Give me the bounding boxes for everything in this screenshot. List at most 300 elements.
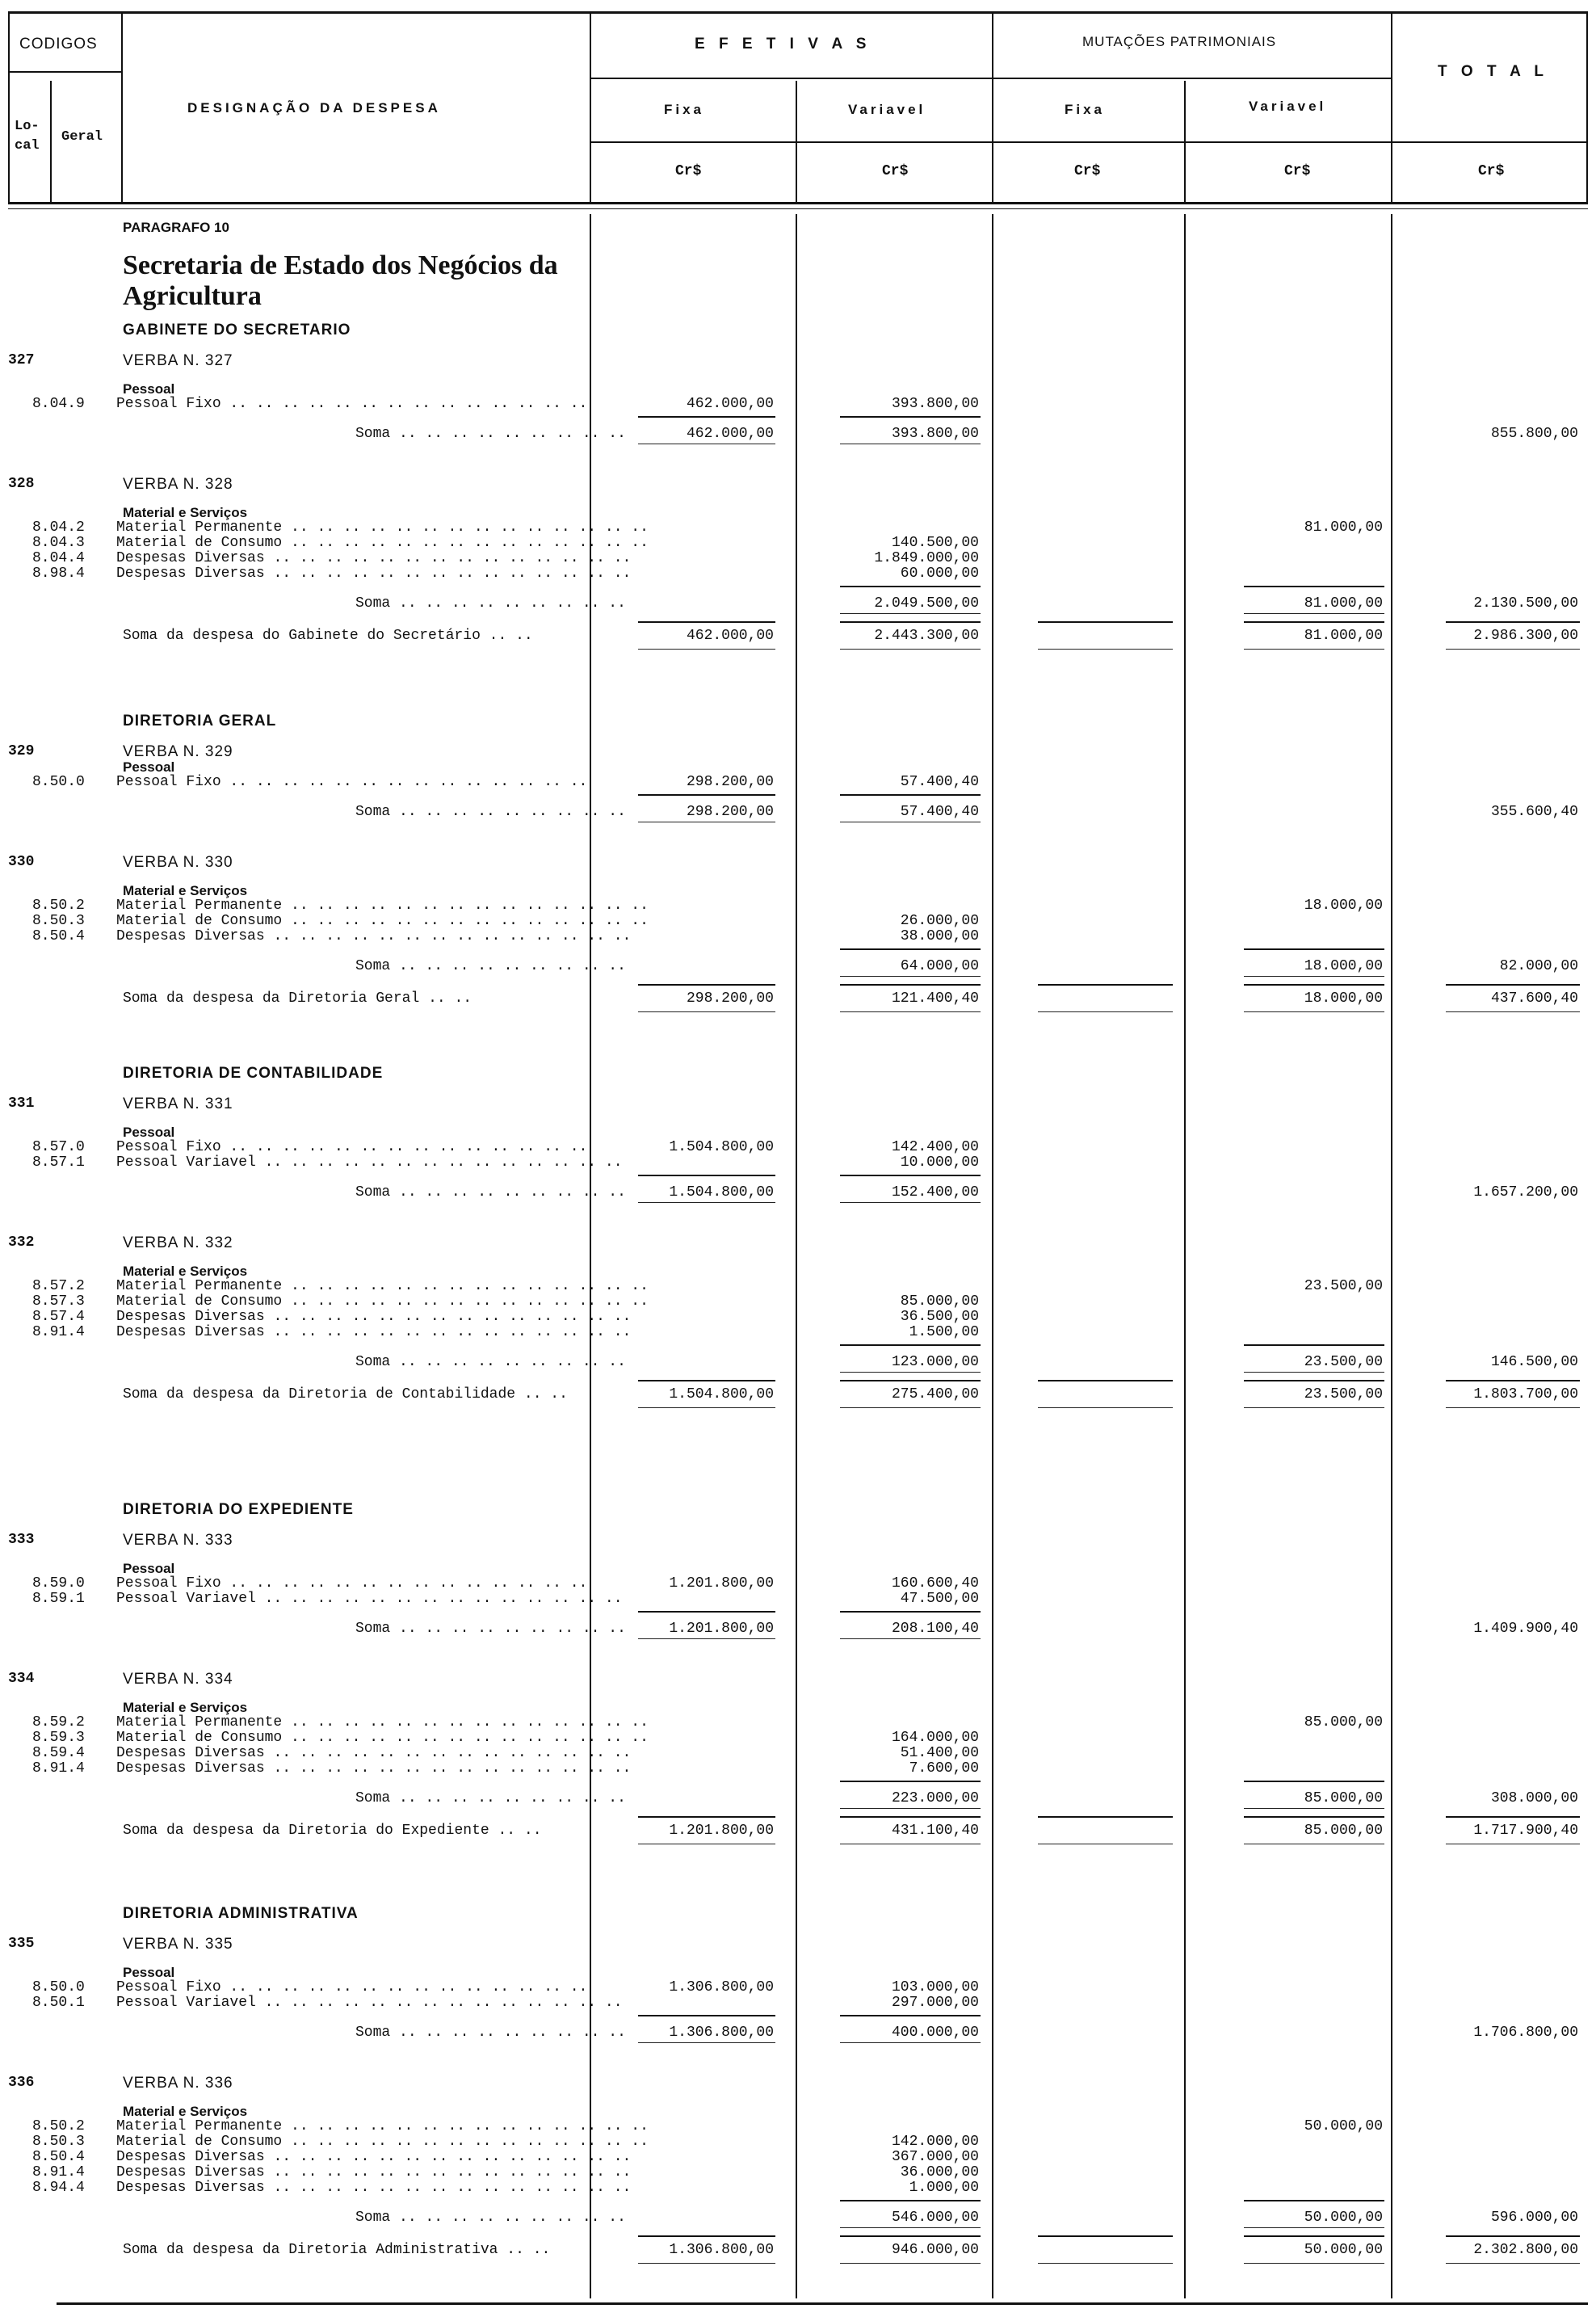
leader-dots: .. .. .. .. .. .. .. .. .. (390, 958, 626, 974)
soma-label (355, 1790, 626, 1806)
mutacoes-variavel-header: Variavel (1249, 99, 1327, 114)
item-value-ef-fixa: 1.201.800,00 (669, 1575, 774, 1592)
section-total-label-text: Soma da despesa da Diretoria de Contabilidade (123, 1386, 516, 1402)
total-header: T O T A L (1438, 63, 1549, 80)
sum-rule (840, 1781, 981, 1782)
section-total-label (123, 2242, 585, 2258)
item-label (116, 1575, 588, 1592)
header-bottom-border (8, 202, 1588, 204)
section-total-mp-var: 50.000,00 (1304, 2242, 1383, 2258)
verba-group: Material e Serviços (123, 1700, 248, 1715)
sum-rule (1446, 1380, 1580, 1381)
item-code: 8.04.2 (32, 519, 85, 536)
local-header: Lo- cal (15, 119, 40, 153)
header-right-border (1586, 11, 1588, 204)
item-label (116, 1979, 588, 1995)
currency-col-2: Cr$ (882, 163, 909, 179)
leader-dots: .. .. .. .. .. .. .. .. .. (390, 1354, 626, 1370)
item-label (116, 396, 588, 412)
item-label-text: Material de Consumo (116, 1730, 283, 1746)
sum-rule (638, 1816, 775, 1818)
item-label-text: Material de Consumo (116, 2134, 283, 2150)
verba-local-code: 330 (8, 854, 35, 870)
sum-rule (840, 1011, 981, 1012)
sum-rule (638, 2015, 775, 2016)
item-value-ef-var: 1.500,00 (909, 1324, 979, 1340)
item-label-text: Material Permanente (116, 898, 283, 914)
leader-dots: .. .. .. .. .. .. .. .. .. .. .. .. .. .. (264, 1760, 632, 1777)
codigos-divider (50, 81, 52, 204)
section-total-label-text: Soma da despesa do Gabinete do Secretário (123, 628, 481, 644)
item-label (116, 2149, 632, 2165)
soma-total-value: 1.409.900,40 (1473, 1621, 1578, 1637)
item-value-ef-var: 38.000,00 (900, 928, 979, 944)
leader-dots: .. .. (419, 990, 472, 1007)
header-left-border (8, 11, 10, 204)
item-label (116, 519, 649, 536)
item-value-ef-var: 26.000,00 (900, 913, 979, 929)
item-code: 8.50.3 (32, 2134, 85, 2150)
item-value-ef-var: 140.500,00 (891, 535, 979, 551)
item-code: 8.50.2 (32, 2118, 85, 2134)
verba-local-code: 336 (8, 2075, 35, 2091)
soma-total-value: 82.000,00 (1499, 958, 1578, 974)
verba-local-code: 327 (8, 352, 35, 368)
item-code: 8.57.4 (32, 1309, 85, 1325)
soma-value-ef-fixa: 1.306.800,00 (669, 2025, 774, 2041)
item-value-ef-var: 57.400,40 (900, 774, 979, 790)
leader-dots: .. .. .. .. .. .. .. .. .. .. .. .. .. .. (282, 1293, 649, 1310)
item-label-text: Pessoal Fixo (116, 1139, 221, 1155)
sum-rule (840, 1380, 981, 1381)
sum-rule (1038, 1011, 1173, 1012)
leader-dots: .. .. .. .. .. .. .. .. .. (390, 426, 626, 442)
item-label-text: Material de Consumo (116, 913, 283, 929)
section-title: DIRETORIA DE CONTABILIDADE (123, 1065, 384, 1082)
sum-rule (1244, 649, 1384, 650)
section-total-ef-var: 121.400,40 (891, 990, 979, 1007)
mutacoes-header: MUTAÇÕES PATRIMONIAIS (1082, 34, 1277, 49)
section-total-total: 1.803.700,00 (1473, 1386, 1578, 1402)
body-col-line-4 (1184, 214, 1186, 2298)
verba-local-code: 331 (8, 1095, 35, 1112)
sum-rule (1446, 2235, 1580, 2237)
sum-rule (1244, 1407, 1384, 1408)
soma-total-value: 308.000,00 (1490, 1790, 1578, 1806)
leader-dots: .. .. .. .. .. .. .. .. .. .. .. .. .. .. (282, 535, 649, 551)
soma-total-value: 596.000,00 (1490, 2210, 1578, 2226)
body-col-line-3 (992, 214, 993, 2298)
sum-rule (1244, 2235, 1384, 2237)
currency-row-top (590, 141, 1588, 143)
section-total-ef-var: 431.100,40 (891, 1823, 979, 1839)
sum-rule (840, 976, 981, 977)
section-total-label (123, 628, 585, 644)
sum-rule (840, 1808, 981, 1809)
leader-dots: .. .. .. .. .. .. .. .. .. (390, 1790, 626, 1806)
leader-dots: .. .. .. .. .. .. .. .. .. .. .. .. .. .. (220, 1575, 588, 1592)
sum-rule (1244, 1011, 1384, 1012)
item-label-text: Despesas Diversas (116, 1745, 265, 1761)
soma-label-text: Soma (355, 1184, 391, 1201)
soma-value-ef-var: 208.100,40 (891, 1621, 979, 1637)
soma-value-mp-var: 18.000,00 (1304, 958, 1383, 974)
item-label-text: Pessoal Variavel (116, 1995, 256, 2011)
item-value-ef-var: 60.000,00 (900, 566, 979, 582)
header-bottom-border-thin (8, 208, 1588, 209)
verba-group: Pessoal (123, 1561, 175, 1576)
verba-group: Material e Serviços (123, 2104, 248, 2119)
item-label-text: Despesas Diversas (116, 1309, 265, 1325)
sum-rule (1244, 984, 1384, 986)
soma-total-value: 355.600,40 (1490, 804, 1578, 820)
efetivas-left-border (590, 11, 591, 204)
sum-rule (638, 2263, 775, 2264)
leader-dots: .. .. .. .. .. .. .. .. .. .. .. .. .. .. (264, 566, 632, 582)
item-value-ef-var: 142.000,00 (891, 2134, 979, 2150)
sum-rule (1038, 2263, 1173, 2264)
verba-title: VERBA N. 335 (123, 1936, 233, 1953)
sum-rule (840, 984, 981, 986)
sum-rule (1244, 1380, 1384, 1381)
leader-dots: .. .. .. .. .. .. .. .. .. .. .. .. .. .. (220, 1139, 588, 1155)
sum-rule (840, 1638, 981, 1639)
section-total-label-text: Soma da despesa da Diretoria Geral (123, 990, 420, 1007)
soma-value-ef-var: 123.000,00 (891, 1354, 979, 1370)
verba-title: VERBA N. 327 (123, 352, 233, 369)
soma-label-text: Soma (355, 958, 391, 974)
sum-rule (1244, 621, 1384, 623)
soma-value-mp-var: 85.000,00 (1304, 1790, 1383, 1806)
sum-rule (840, 2235, 981, 2237)
verba-group: Material e Serviços (123, 1264, 248, 1279)
section-total-label (123, 990, 585, 1007)
soma-label-text: Soma (355, 1790, 391, 1806)
sum-rule (840, 621, 981, 623)
currency-col-1: Cr$ (675, 163, 702, 179)
soma-value-ef-fixa: 1.504.800,00 (669, 1184, 774, 1201)
sum-rule (638, 2235, 775, 2237)
soma-value-ef-fixa: 1.201.800,00 (669, 1621, 774, 1637)
verba-group: Pessoal (123, 759, 175, 775)
item-label (116, 2118, 649, 2134)
section-total-ef-fixa: 298.200,00 (686, 990, 774, 1007)
body-col-line-2 (796, 214, 797, 2298)
soma-total-value: 1.706.800,00 (1473, 2025, 1578, 2041)
verba-title: VERBA N. 332 (123, 1234, 233, 1251)
item-code: 8.04.3 (32, 535, 85, 551)
item-value-ef-var: 36.500,00 (900, 1309, 979, 1325)
designacao-header: DESIGNAÇÃO DA DESPESA (187, 100, 441, 116)
soma-label (355, 426, 626, 442)
verba-title: VERBA N. 328 (123, 476, 233, 493)
sum-rule (1038, 621, 1173, 623)
item-label (116, 928, 632, 944)
sum-rule (840, 1407, 981, 1408)
verba-group: Material e Serviços (123, 505, 248, 520)
verba-title: VERBA N. 330 (123, 854, 233, 871)
item-label (116, 1714, 649, 1730)
soma-value-ef-var: 223.000,00 (891, 1790, 979, 1806)
soma-value-ef-var: 152.400,00 (891, 1184, 979, 1201)
item-code: 8.57.1 (32, 1154, 85, 1171)
leader-dots: .. .. .. .. .. .. .. .. .. .. .. .. .. .. (220, 774, 588, 790)
item-code: 8.50.1 (32, 1995, 85, 2011)
sum-rule (638, 1011, 775, 1012)
verba-group: Pessoal (123, 1965, 175, 1980)
sum-rule (840, 1816, 981, 1818)
item-value-ef-var: 103.000,00 (891, 1979, 979, 1995)
item-value-mp-var: 85.000,00 (1304, 1714, 1383, 1730)
leader-dots: .. .. .. .. .. .. .. .. .. (390, 595, 626, 612)
leader-dots: .. .. .. .. .. .. .. .. .. .. .. .. .. .. (282, 2134, 649, 2150)
item-value-ef-var: 1.849.000,00 (874, 550, 979, 566)
leader-dots: .. .. (480, 628, 533, 644)
sum-rule (1446, 621, 1580, 623)
leader-dots: .. .. (498, 2242, 551, 2258)
sum-rule (638, 1611, 775, 1613)
section-title: DIRETORIA GERAL (123, 713, 277, 730)
subheader-top (590, 78, 1392, 79)
verba-title: VERBA N. 329 (123, 743, 233, 760)
sum-rule (840, 1175, 981, 1176)
section-total-total: 437.600,40 (1490, 990, 1578, 1007)
verba-title: VERBA N. 334 (123, 1671, 233, 1688)
item-value-ef-var: 164.000,00 (891, 1730, 979, 1746)
item-value-ef-fixa: 1.306.800,00 (669, 1979, 774, 1995)
item-label (116, 535, 649, 551)
soma-total-value: 855.800,00 (1490, 426, 1578, 442)
section-total-mp-var: 23.500,00 (1304, 1386, 1383, 1402)
leader-dots: .. .. .. .. .. .. .. .. .. .. .. .. .. .. (264, 2164, 632, 2180)
item-value-ef-var: 160.600,40 (891, 1575, 979, 1592)
leader-dots: .. .. .. .. .. .. .. .. .. .. .. .. .. .. (255, 1591, 623, 1607)
item-label-text: Material Permanente (116, 1714, 283, 1730)
item-value-ef-fixa: 462.000,00 (686, 396, 774, 412)
soma-value-mp-var: 23.500,00 (1304, 1354, 1383, 1370)
item-code: 8.50.4 (32, 2149, 85, 2165)
verba-group: Pessoal (123, 381, 175, 397)
leader-dots: .. .. .. .. .. .. .. .. .. .. .. .. .. .. (282, 1278, 649, 1294)
total-left-border (1391, 11, 1392, 204)
item-value-ef-var: 367.000,00 (891, 2149, 979, 2165)
leader-dots: .. .. .. .. .. .. .. .. .. .. .. .. .. .. (264, 1324, 632, 1340)
verba-group: Pessoal (123, 1125, 175, 1140)
sum-rule (1038, 1380, 1173, 1381)
item-value-ef-var: 297.000,00 (891, 1995, 979, 2011)
section-title: GABINETE DO SECRETARIO (123, 322, 351, 339)
currency-col-4: Cr$ (1284, 163, 1311, 179)
soma-value-mp-var: 81.000,00 (1304, 595, 1383, 612)
leader-dots: .. .. .. .. .. .. .. .. .. (390, 1184, 626, 1201)
soma-label (355, 804, 626, 820)
soma-label (355, 1621, 626, 1637)
leader-dots: .. .. .. .. .. .. .. .. .. .. .. .. .. .. (264, 928, 632, 944)
sum-rule (638, 1175, 775, 1176)
section-total-label (123, 1823, 585, 1839)
soma-total-value: 2.130.500,00 (1473, 595, 1578, 612)
sum-rule (1446, 1816, 1580, 1818)
sum-rule (638, 416, 775, 418)
item-label-text: Pessoal Fixo (116, 774, 221, 790)
item-label (116, 2164, 632, 2180)
leader-dots: .. .. .. .. .. .. .. .. .. (390, 2025, 626, 2041)
sum-rule (638, 1638, 775, 1639)
soma-label-text: Soma (355, 1354, 391, 1370)
sum-rule (840, 2015, 981, 2016)
item-label-text: Despesas Diversas (116, 1324, 265, 1340)
leader-dots: .. .. .. .. .. .. .. .. .. .. .. .. .. .. (282, 913, 649, 929)
item-value-ef-var: 51.400,00 (900, 1745, 979, 1761)
item-code: 8.98.4 (32, 566, 85, 582)
sum-rule (638, 649, 775, 650)
item-code: 8.91.4 (32, 2164, 85, 2180)
item-label (116, 2180, 632, 2196)
soma-value-ef-fixa: 462.000,00 (686, 426, 774, 442)
sum-rule (1446, 649, 1580, 650)
leader-dots: .. .. .. .. .. .. .. .. .. .. .. .. .. .. (264, 2149, 632, 2165)
sum-rule (638, 2042, 775, 2043)
item-code: 8.50.4 (32, 928, 85, 944)
item-code: 8.57.0 (32, 1139, 85, 1155)
sum-rule (1244, 948, 1384, 950)
item-label-text: Despesas Diversas (116, 2149, 265, 2165)
efetivas-variavel-header: Variavel (848, 102, 926, 117)
sum-rule (1038, 1816, 1173, 1818)
leader-dots: .. .. .. .. .. .. .. .. .. .. .. .. .. .. (282, 898, 649, 914)
mutacoes-fixa-header: Fixa (1065, 102, 1106, 117)
item-value-ef-var: 85.000,00 (900, 1293, 979, 1310)
item-label (116, 1309, 632, 1325)
item-label (116, 1139, 588, 1155)
efetivas-header: E F E T I V A S (695, 36, 872, 53)
soma-value-ef-var: 546.000,00 (891, 2210, 979, 2226)
sum-rule (638, 794, 775, 796)
designacao-left-border (121, 11, 123, 204)
item-value-mp-var: 81.000,00 (1304, 519, 1383, 536)
soma-value-ef-var: 64.000,00 (900, 958, 979, 974)
secretaria-title: Secretaria de Estado dos Negócios da Agricultura (123, 250, 558, 311)
mutacoes-left-border (992, 11, 993, 204)
item-label (116, 1293, 649, 1310)
item-label (116, 1154, 623, 1171)
item-label-text: Pessoal Fixo (116, 1575, 221, 1592)
soma-label (355, 2210, 626, 2226)
sum-rule (1244, 586, 1384, 587)
leader-dots: .. .. .. .. .. .. .. .. .. .. .. .. .. .. (264, 2180, 632, 2196)
item-value-mp-var: 23.500,00 (1304, 1278, 1383, 1294)
item-label-text: Pessoal Fixo (116, 1979, 221, 1995)
item-label-text: Pessoal Fixo (116, 396, 221, 412)
sum-rule (840, 649, 981, 650)
verba-title: VERBA N. 336 (123, 2075, 233, 2092)
item-code: 8.57.3 (32, 1293, 85, 1310)
sum-rule (638, 1202, 775, 1203)
item-label (116, 550, 632, 566)
body-col-line-5 (1391, 214, 1392, 2298)
item-label (116, 898, 649, 914)
sum-rule (1244, 1816, 1384, 1818)
section-total-ef-var: 275.400,00 (891, 1386, 979, 1402)
item-code: 8.59.4 (32, 1745, 85, 1761)
soma-value-mp-var: 50.000,00 (1304, 2210, 1383, 2226)
sum-rule (638, 621, 775, 623)
leader-dots: .. .. .. .. .. .. .. .. .. .. .. .. .. .. (264, 1745, 632, 1761)
item-code: 8.50.0 (32, 774, 85, 790)
item-value-mp-var: 18.000,00 (1304, 898, 1383, 914)
soma-label-text: Soma (355, 426, 391, 442)
sum-rule (1038, 984, 1173, 986)
item-value-ef-var: 142.400,00 (891, 1139, 979, 1155)
item-label-text: Material de Consumo (116, 1293, 283, 1310)
codigos-header: CODIGOS (19, 36, 98, 53)
item-value-ef-fixa: 298.200,00 (686, 774, 774, 790)
section-title: DIRETORIA DO EXPEDIENTE (123, 1501, 354, 1518)
leader-dots: .. .. .. .. .. .. .. .. .. .. .. .. .. .. (282, 1730, 649, 1746)
leader-dots: .. .. .. .. .. .. .. .. .. (390, 2210, 626, 2226)
verba-local-code: 335 (8, 1936, 35, 1952)
section-total-label-text: Soma da despesa da Diretoria do Expediente (123, 1823, 489, 1839)
soma-value-ef-var: 57.400,40 (900, 804, 979, 820)
soma-label-text: Soma (355, 595, 391, 612)
top-border (8, 11, 1588, 14)
section-total-label-text: Soma da despesa da Diretoria Administrativa (123, 2242, 498, 2258)
sum-rule (638, 984, 775, 986)
section-total-mp-var: 85.000,00 (1304, 1823, 1383, 1839)
item-value-ef-var: 7.600,00 (909, 1760, 979, 1777)
leader-dots: .. .. .. .. .. .. .. .. .. .. .. .. .. .. (282, 1714, 649, 1730)
leader-dots: .. .. .. .. .. .. .. .. .. .. .. .. .. .. (255, 1995, 623, 2011)
paragrafo-label: PARAGRAFO 10 (123, 220, 229, 235)
item-label-text: Despesas Diversas (116, 566, 265, 582)
sum-rule (840, 948, 981, 950)
section-total-total: 2.302.800,00 (1473, 2242, 1578, 2258)
soma-value-ef-var: 2.049.500,00 (874, 595, 979, 612)
item-label-text: Pessoal Variavel (116, 1154, 256, 1171)
section-total-ef-fixa: 1.201.800,00 (669, 1823, 774, 1839)
item-value-ef-var: 1.000,00 (909, 2180, 979, 2196)
item-label-text: Material Permanente (116, 519, 283, 536)
item-code: 8.04.9 (32, 396, 85, 412)
item-code: 8.50.3 (32, 913, 85, 929)
verba-title: VERBA N. 331 (123, 1095, 233, 1112)
soma-label (355, 1354, 626, 1370)
verba-local-code: 334 (8, 1671, 35, 1687)
item-label (116, 1324, 632, 1340)
item-value-mp-var: 50.000,00 (1304, 2118, 1383, 2134)
item-label-text: Material Permanente (116, 1278, 283, 1294)
sum-rule (1244, 2263, 1384, 2264)
item-label (116, 1591, 623, 1607)
item-value-ef-var: 10.000,00 (900, 1154, 979, 1171)
soma-total-value: 146.500,00 (1490, 1354, 1578, 1370)
sum-rule (840, 613, 981, 614)
leader-dots: .. .. .. .. .. .. .. .. .. (390, 804, 626, 820)
item-code: 8.59.2 (32, 1714, 85, 1730)
leader-dots: .. .. .. .. .. .. .. .. .. .. .. .. .. .. (264, 1309, 632, 1325)
item-code: 8.59.1 (32, 1591, 85, 1607)
item-label-text: Material Permanente (116, 2118, 283, 2134)
item-code: 8.50.2 (32, 898, 85, 914)
verba-local-code: 328 (8, 476, 35, 492)
soma-value-ef-fixa: 298.200,00 (686, 804, 774, 820)
leader-dots: .. .. .. .. .. .. .. .. .. .. .. .. .. .. (264, 550, 632, 566)
item-code: 8.50.0 (32, 1979, 85, 1995)
item-value-ef-var: 47.500,00 (900, 1591, 979, 1607)
leader-dots: .. .. .. .. .. .. .. .. .. .. .. .. .. .. (220, 1979, 588, 1995)
soma-label (355, 595, 626, 612)
currency-col-3: Cr$ (1074, 163, 1101, 179)
